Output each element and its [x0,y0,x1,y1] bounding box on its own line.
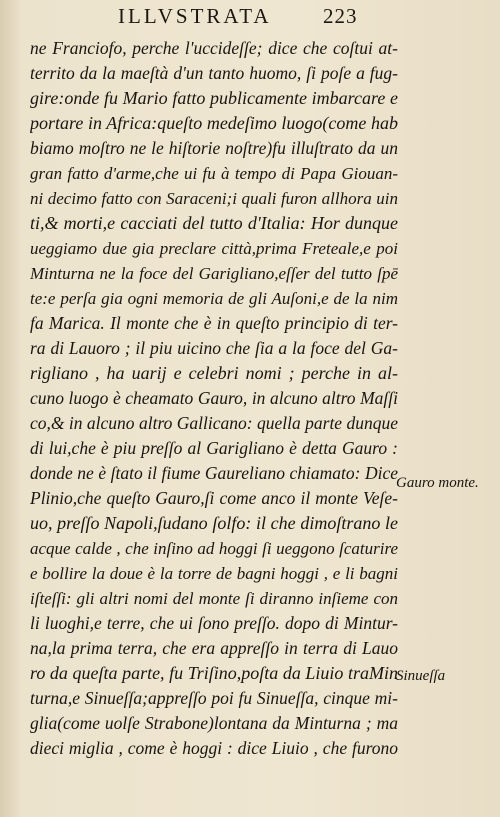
text-line: biamo moſtro ne le hiſtorie noſtre)fu illuſtrato da un [30,138,398,158]
text-line: turna,e Sinueſſa;appreſſo poi fu Sinueſſa, cinque mi- [30,688,398,708]
text-line: di lui,che è piu preſſo al Garigliano è detta Gauro : [30,438,398,458]
text-line: ro da queſta parte, fu Triſino,poſta da Liuio traMin [30,663,398,683]
text-line: e bollire la doue è la torre de bagni hoggi , e li bagni [30,564,398,583]
text-line: ra di Lauoro ; il piu uicino che ſia a la foce del Ga- [30,338,398,358]
text-line: cuno luogo è cheamato Gauro, in alcuno altro Maſſi [30,388,398,408]
text-line: uo, preſſo Napoli,ſudano ſolfo: il che dimoſtrano le [30,513,398,533]
text-line: li luoghi,e terre, che ui ſono preſſo. dopo di Mintur- [30,613,398,633]
text-line: donde ne è ſtato il fiume Gaureliano chiamato: Dice [30,463,398,483]
margin-note-sinuessa: Sinueſſa [396,668,446,684]
text-line: acque calde , che inſino ad hoggi ſi ueggono ſcaturire [30,539,398,558]
text-line: co,& in alcuno altro Gallicano: quella parte dunque [30,413,398,433]
text-line: ni decimo fatto con Saraceni;i quali furon allhora uin [30,189,398,208]
text-line: rigliano , ha uarij e celebri nomi ; perche in al- [30,363,398,383]
text-line: gran fatto d'arme,che ui fu à tempo di Papa Giouan- [30,164,398,183]
text-line: ti,& morti,e cacciati del tutto d'Italia: Hor dunque [30,213,398,233]
running-head: ILLVSTRATA [118,4,272,28]
text-line: na,la prima terra, che era appreſſo in terra di Lauo [30,638,398,658]
body-text [30,36,398,761]
text-line: Minturna ne la foce del Garigliano,eſſer del tutto ſpē [30,264,398,283]
text-line: Plinio,che queſto Gauro,ſi come anco il monte Veſe- [30,488,398,508]
text-line: ne Franciofo, perche l'uccideſſe; dice che coſtui at- [30,38,398,58]
text-line: dieci miglia , come è hoggi : dice Liuio , che furono [30,738,398,758]
page-number: 223 [323,4,358,28]
text-line: gire:onde fu Mario fatto publicamente imbarcare e [30,88,398,108]
text-line: territo da la maeſtà d'un tanto huomo, ſi poſe a fug- [30,63,398,83]
page-header [0,4,500,30]
text-line: te:e perſa gia ogni memoria de gli Auſoni,e de la nim [30,289,398,308]
text-line: portare in Africa:queſto medeſimo luogo(come hab [30,113,398,133]
text-line: iſteſſi: gli altri nomi del monte ſi diranno inſieme con [30,589,398,608]
text-line: ueggiamo due gia preclare città,prima Freteale,e poi [30,239,398,258]
text-line: glia(come uolſe Strabone)lontana da Minturna ; ma [30,713,398,733]
text-line: fa Marica. Il monte che è in queſto principio di ter- [30,313,398,333]
margin-note-gauro: Gauro monte. [396,475,479,491]
